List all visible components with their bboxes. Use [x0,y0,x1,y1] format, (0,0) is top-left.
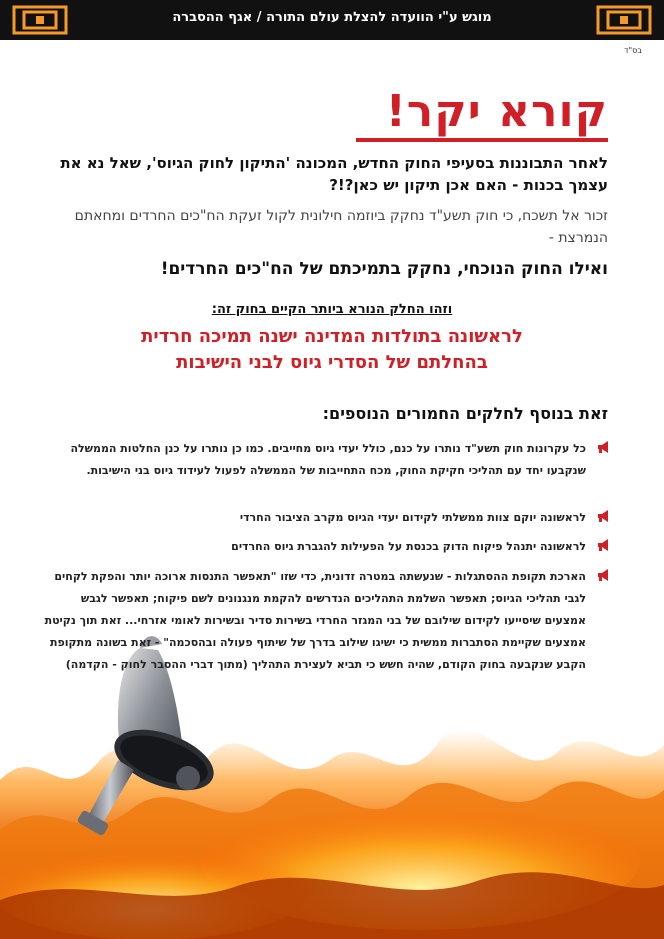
page-title: קורא יקר! [385,86,608,137]
bullet-text: לראשונה יתנהל פיקוח הדוק בכנסת על הפעילות להגברת גיוס החרדים [231,540,586,553]
torah-logo-icon [10,3,70,37]
bullet-text: הארכת תקופת ההסתגלות - שנעשתה במטרה זדונית, כדי שזו "תאפשר התנסות ארוכה יותר והפקת לקחים לגבי תהליכי הגיוס; תאפשר השלמת התהליכים הנדרשים להקמת מנגנונים לשם פיקוח; תאפשר לגבש אמצעים שיסייעו לקידום שילובם של בני המגזר החרדי בשירות סדיר ובשירות לאומי אזרחי... זאת תוך נקיטת אמצעים שקיימת הסתברות ממשית כי ישיגו שילוב בדרך של שיתוף פעולה ובהסכמה" - זאת בשונה מתקופת הקבע שנקבעה בחוק הקודם, שהיה חשש כי תביא לעצירת התהליך (מתוך דברי ההסבר לחוק - הקדמה) [44,570,586,671]
strong-statement: ואילו החוק הנוכחי, נחקק בתמיכתם של הח"כים החרדים! [160,259,608,279]
bullet-text: כל עקרונות חוק תשע"ד נותרו על כנם, כולל יעדי גיוס מחייבים. כמו כן נותרו על כנן החלטות הממשלה שנקבעו יחד עם תהליכי חקיקת החוק, מכח התחייבות של הממשלה לפעול לעידוד גיוס בני הישיבות. [70,442,586,477]
bsd-mark: בס"ד [624,46,642,55]
banner-title: מוגש ע"י הוועדה להצלת עולם התורה / אגף ההסברה [172,10,492,25]
bullet-item [40,507,608,529]
megaphone-icon [596,568,610,582]
section-title: זאת בנוסף לחלקים החמורים הנוספים: [322,404,608,423]
megaphone-icon [596,509,610,523]
bullet-item [40,438,608,482]
bullet-item [40,566,608,676]
megaphone-icon [596,538,610,552]
lead-paragraph: לאחר התבוננות בסעיפי החוק החדש, המכונה 'התיקון לחוק הגיוס', שאל נא את עצמך בכנות - האם אכן תיקון יש כאן?!? [60,154,608,194]
red-highlight-line-2: בהחלתם של הסדרי גיוס לבני הישיבות [176,352,488,373]
bullet-text: לראשונה יוקם צוות ממשלתי לקידום יעדי הגיוס מקרב הציבור החרדי [239,511,586,524]
subheading: וזהו החלק הנורא ביותר הקיים בחוק זה: [211,302,453,317]
megaphone-icon [596,440,610,454]
memo-paragraph: זכור אל תשכח, כי חוק תשע"ד נחקק ביוזמה חילונית לקול זעקת הח"כים החרדים ומחאתם הנמרצת - [74,208,608,246]
bullet-item [40,536,608,558]
top-banner [0,0,664,40]
title-underline [356,138,608,142]
red-highlight-line-1: לראשונה בתולדות המדינה ישנה תמיכה חרדית [141,326,523,347]
torah-logo-icon [594,3,654,37]
